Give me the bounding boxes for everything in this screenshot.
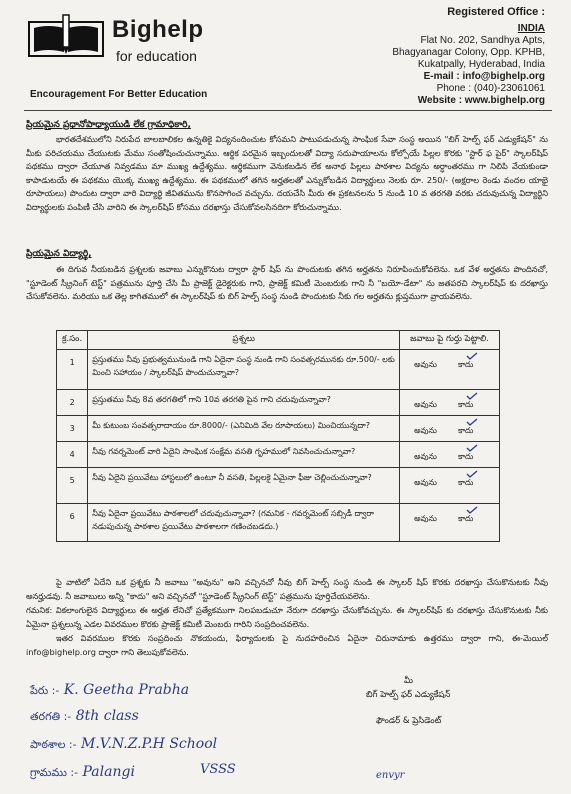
checkmark-icon <box>466 418 478 426</box>
option-no: కాదు <box>458 426 474 435</box>
option-yes: అవును <box>414 452 437 461</box>
school-field <box>30 736 217 754</box>
class-value: 8th class <box>75 708 139 724</box>
table-row <box>57 390 500 416</box>
answer-cell <box>400 416 500 442</box>
student-paragraph: ఈ దిగువ నీయబడిన ప్రశ్నలకు జవాబు ఎన్నుకొనుట ద్వారా స్టార్ షిప్ ను పొందుటకు తగిన అర్హతను నిరూపించుకోవలెను. ఒక వేళ అర్హతను పొందినచో, "స్టూడెంట్ స్క్రీనింగ్ టెస్ట్" పత్రమును పూర్తి చేసి మీ ప్రాజెక్ట్ డైరెక్టరుకు గాని, ప్రాజెక్ట్ కమిటీ మెంబరుకు గాని నీ "బయో-డేటా" ను జతపరచి స్కాలర్‌షిప్ కు దరఖాస్తు చేసుకోవలెను. మరియు ఒక తెల్ల కాగితములో ఈ స్కాలర్‌షిప్ కు బిగ్ హెల్ప్ సంస్థ నుండి పొందుటకు నీకు గల అర్హతను క్లుప్తముగా వ్రాయవలెను. <box>26 264 548 302</box>
class-label: తరగతి :- <box>30 710 72 723</box>
tagline: Encouragement For Better Education <box>30 89 208 100</box>
office-title: Registered Office : <box>447 6 545 18</box>
row-question: నీవు ఏదైనా ప్రయివేటు పాఠశాలలో చదువుచున్నావా? (గమనిక - గవర్నమెంట్ సబ్సిడీ ద్వారా నడుపుచున్న పాఠశాల ప్రయివేటు పాఠశాలగా గణించబడదు.) <box>88 504 400 542</box>
option-yes: అవును <box>414 426 437 435</box>
row-question: ప్రస్తుతము నీవు ప్రభుత్వమునుండి గాని ఏదైనా సంస్థ నుండి గాని సంవత్సరమునకు రూ.500/- లకు మించి సహాయం / స్కాలర్‌షిప్ పొందుచున్నావా? <box>88 350 400 390</box>
office-email: E-mail : info@bighelp.org <box>423 71 545 82</box>
office-country: INDIA <box>517 23 545 34</box>
result-paragraph: పై వాటిలో ఏదేని ఒక ప్రశ్నకు నీ జవాబు "అవును" అని వచ్చినచో నీవు బిగ్ హెల్ప్ సంస్థ నుండి ఈ స్కాలర్ షిప్ కొరకు దరఖాస్తు చేసుకొనుటకు నీవు అనర్హుడవు. నీ జవాబులు అన్ని "కాదు" అని వచ్చినచో "స్టూడెంట్ స్క్రీనింగ్ టెస్ట్" పత్రమును పూర్తిచేయవలెను. <box>26 577 548 601</box>
row-question: ప్రస్తుతము నీవు 8వ తరగతిలో గాని 10వ తరగతి పైన గాని చదువుచున్నావా? <box>88 390 400 416</box>
row-number: 5 <box>57 468 88 504</box>
table-row <box>57 468 500 504</box>
col-question-header: ప్రశ్నలు <box>88 331 400 350</box>
row-number: 6 <box>57 504 88 542</box>
option-no: కాదు <box>458 514 474 523</box>
row-question: మీ కుటుంబ సంవత్సరాదాయం రూ.8000/- (ఎనిమిది వేల రూపాయలు) మించియున్నదా? <box>88 416 400 442</box>
address-line: Flat No. 202, Sandhya Apts, <box>420 35 545 46</box>
brand-subtitle: for education <box>116 48 197 64</box>
col-answer-header: జవాబు పై గుర్తు పెట్టాలి. <box>400 331 500 350</box>
greeting-headmaster: ప్రియమైన ప్రధానోపాధ్యాయుడి లేక గ్రామాధికారి, <box>26 120 191 130</box>
signoff-title: ఫౌండర్ & ప్రెసిడెంట్ <box>376 716 442 726</box>
village-label: గ్రామము :- <box>30 766 79 779</box>
note-paragraph: గమనిక: వికలాంగులైన విద్యార్థులు ఈ అర్హత లేనిచో ప్రత్యేకముగా నిలపబడుచూ నేరుగా దరఖాస్తు చేసుకోవచ్చును. ఈ స్కాలర్‌షిప్ కు దరఖాస్తు చేసుకొనుటకు నీకు ఏమైనా ప్రశ్నలున్న ఎడల వివరముల కొరకు ప్రాజెక్ట్ కమిటీ మెంబరు గారిని సంప్రదించవలెను. <box>26 605 548 629</box>
answer-cell <box>400 442 500 468</box>
row-number: 4 <box>57 442 88 468</box>
option-yes: అవును <box>414 514 437 523</box>
option-no: కాదు <box>458 478 474 487</box>
answer-cell <box>400 390 500 416</box>
option-yes: అవును <box>414 478 437 487</box>
office-website: Website : www.bighelp.org <box>417 95 545 106</box>
checkmark-icon <box>466 392 478 400</box>
checkmark-icon <box>466 444 478 452</box>
option-yes: అవును <box>414 360 437 369</box>
name-field <box>30 682 189 700</box>
brand-name: Bighelp <box>112 16 204 43</box>
answer-cell <box>400 350 500 390</box>
row-number: 1 <box>57 350 88 390</box>
signoff-org: బిగ్ హెల్ప్ ఫర్ ఎడ్యుకేషన్ <box>366 690 451 700</box>
office-phone: Phone : (040)-23061061 <box>436 83 545 94</box>
corner-note: envyr <box>376 770 405 781</box>
contact-paragraph: ఇతర వివరముల కొరకు సంప్రదించు నొకయందు, ఫిర్యాదులకు పై నుదహరించిన ఏదైనా చిరునామాకు ఉత్తరము ద్వారా గాని, ఈ-మెయిల్ info@bighelp.org ద్వారా గాని తెలుపుకోవలెను. <box>26 633 548 657</box>
table-row <box>57 350 500 390</box>
signoff-yours: మీ <box>404 676 413 686</box>
table-row <box>57 416 500 442</box>
option-no: కాదు <box>458 452 474 461</box>
header-divider <box>24 110 552 111</box>
table-row <box>57 442 500 468</box>
option-yes: అవును <box>414 400 437 409</box>
answer-cell <box>400 504 500 542</box>
greeting-student: ప్రియమైన విద్యార్థి, <box>26 249 92 259</box>
village-field <box>30 764 135 782</box>
eligibility-questions-table <box>56 330 500 542</box>
address-line: Kukatpally, Hyderabad, India <box>417 59 545 70</box>
option-no: కాదు <box>458 400 474 409</box>
table-header-row <box>57 331 500 350</box>
row-question: నీవు ఏదైని ప్రయివేటు హాస్టలులో ఉంటూ నీ వసతి, పిల్లలకై ఏమైనా ఫీజు చెల్లించుచున్నావా? <box>88 468 400 504</box>
name-value: K. Geetha Prabha <box>63 682 190 698</box>
table-row <box>57 504 500 542</box>
school-value: M.V.N.Z.P.H School <box>81 736 218 752</box>
checkmark-icon <box>466 352 478 360</box>
address-line: Bhagyanagar Colony, Opp. KPHB, <box>392 47 545 58</box>
village-value: Palangi <box>82 764 135 780</box>
row-number: 2 <box>57 390 88 416</box>
checkmark-icon <box>466 470 478 478</box>
row-question: నీవు గవర్నమెంట్ వారి ఏదైని సాంఘిక సంక్షేమ వసతి గృహములో నివసించుచున్నావా? <box>88 442 400 468</box>
col-serial-header: క్ర.సం. <box>57 331 88 350</box>
option-no: కాదు <box>458 360 474 369</box>
school-label: పాఠశాల :- <box>30 738 77 751</box>
answer-cell <box>400 468 500 504</box>
checkmark-icon <box>466 506 478 514</box>
class-field <box>30 708 139 726</box>
intro-paragraph: భారతదేశములోని నిరుపేద బాలబాలికల ఉన్నతికై విద్యనందించుట కోసమని పాటుపడుచున్న సాంఘిక సేవా సంస్థ అయిన "బిగ్ హెల్ప్ ఫర్ ఎడ్యుకేషన్" ను మీకు పరిచయము చేయుటకు మేము సంతోషించుచున్నాము. ఆర్థిక పరమైన ఇబ్బందులతో విద్యా సదుపాయాలను కోల్పోయే పిల్లల కొరకు "స్టార్ ఫ పైర్" స్కాలర్‌షిప్ పథకము ద్వారా చేయూత నివ్వడము మా ముఖ్య ఉద్దేశ్యము. ఆర్థికముగా వెనుకబడిన లేక అనాథ పిల్లలు పాఠశాల విద్యను అర్ధాంతరము గా నిలిపి వేయకుండా కాపాడుటయే ఈ పథకము యొక్క ముఖ్య ఉద్దేశ్యము. ఈ పథకములో తగిన అర్హతలతో ఎన్నుకోబడిన విద్యార్థులు నెలకు రూ. 250/- (అక్షరాల రెండు వందల యాభై రూపాయలు) పొందుట ద్వారా వారి విద్యార్థి జీవితమును కొనసాగించ వచ్చును. దయచేసి మీరు ఈ ప్రకటనలను 5 నుండి 10 వ తరగతి వరకు చదువుచున్న విద్యార్థిని విద్యార్థులకు పంపిణీ చేసి వారిని ఈ స్కాలర్‌షిప్ కోసము దరఖాస్తు చేసుకోవలసినదిగా కోరుచున్నాము. <box>26 134 548 212</box>
book-pen-logo-icon <box>28 14 104 58</box>
registered-office-block <box>335 6 545 107</box>
row-number: 3 <box>57 416 88 442</box>
handwritten-signature: VSSS <box>200 762 236 777</box>
name-label: పేరు :- <box>30 684 60 697</box>
